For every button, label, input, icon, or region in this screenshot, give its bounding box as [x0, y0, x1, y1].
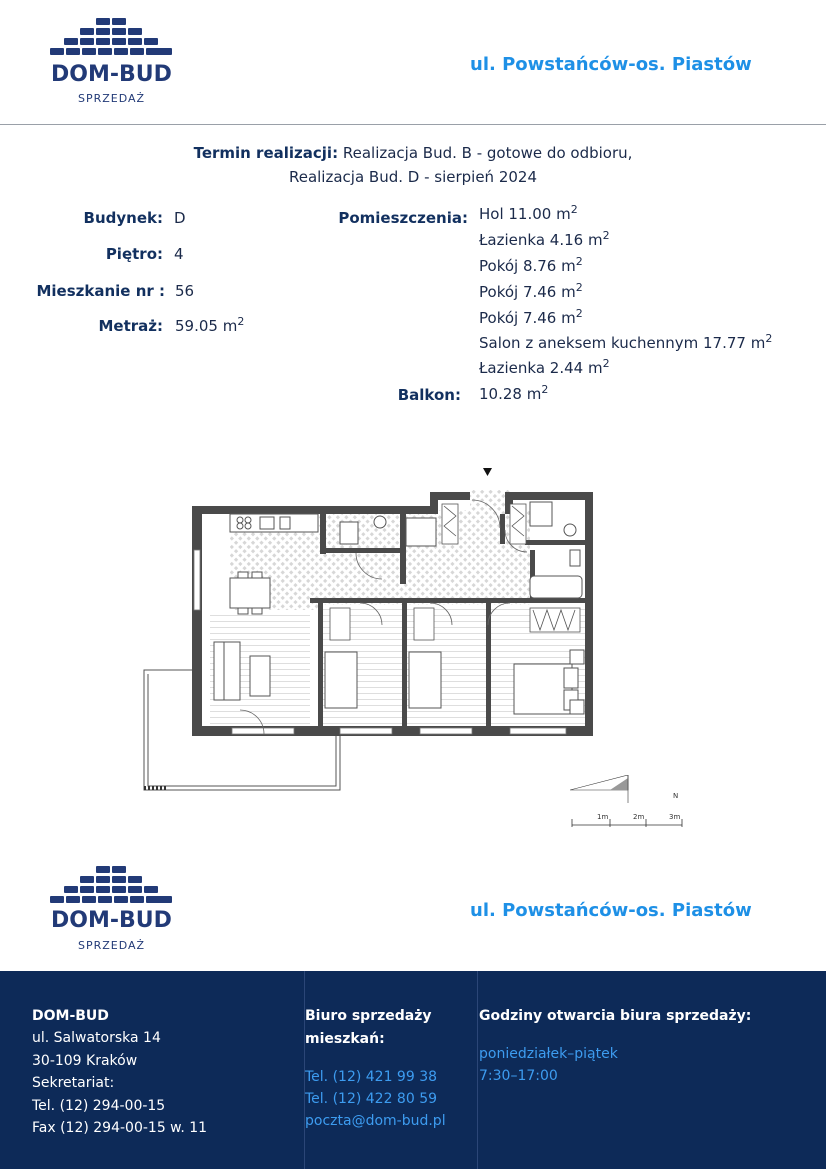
room-item: Salon z aneksem kuchennym 17.77 $m^2$	[479, 332, 773, 352]
scale-bar	[570, 775, 690, 830]
brand-subtitle: SPRZEDAŻ	[78, 92, 146, 105]
footer-street: ul. Salwatorska 14	[32, 1030, 161, 1046]
office-heading: Biuro sprzedaży	[305, 1008, 432, 1024]
footer-secretariat: Sekretariat:	[32, 1075, 115, 1091]
apartment-value: 56	[175, 282, 195, 300]
room-item: Łazienka 4.16 $m^2$	[479, 229, 610, 249]
project-address: ul. Powstańców-os. Piastów	[470, 54, 752, 75]
entrance-arrow-icon	[483, 468, 492, 476]
building-value: D	[174, 209, 186, 227]
office-phone-link[interactable]: Tel. (12) 421 99 38	[305, 1069, 438, 1085]
office-heading-2: mieszkań:	[305, 1031, 385, 1047]
room-item: Pokój 8.76 $m^2$	[479, 255, 583, 275]
brand-name: DOM-BUD	[51, 62, 172, 87]
room-item: Łazienka 2.44 $m^2$	[479, 357, 610, 377]
header-divider	[0, 124, 826, 125]
footer-company: DOM-BUD	[32, 1008, 109, 1024]
building-label: Budynek:	[83, 209, 163, 227]
office-email-link[interactable]: poczta@dom-bud.pl	[305, 1113, 446, 1129]
term-line-2	[0, 165, 826, 189]
area-value: 59.05 $m^2$	[175, 315, 245, 335]
rooms-label: Pomieszczenia:	[338, 209, 468, 227]
hours-time: 7:30–17:00	[479, 1068, 558, 1084]
term-value-1: Realizacja Bud. B - gotowe do odbioru,	[342, 144, 633, 162]
north-label: N	[673, 792, 679, 800]
scale-2m: 2m	[633, 813, 645, 821]
footer	[0, 971, 826, 1169]
room-item: Pokój 7.46 $m^2$	[479, 281, 583, 301]
footer-divider	[477, 971, 478, 1169]
brand-name: DOM-BUD	[51, 908, 172, 933]
logo-bricks-icon	[50, 866, 172, 914]
scale-1m: 1m	[597, 813, 609, 821]
logo-bricks-icon	[50, 18, 172, 66]
footer-fax: Fax (12) 294-00-15 w. 11	[32, 1120, 208, 1136]
balcony-label: Balkon:	[397, 386, 461, 404]
floor-label: Piętro:	[105, 245, 163, 263]
footer-tel: Tel. (12) 294-00-15	[32, 1098, 166, 1114]
hours-days: poniedziałek–piątek	[479, 1046, 618, 1062]
floor-value: 4	[174, 245, 184, 263]
term-value-2: Realizacja Bud. D - sierpień 2024	[288, 168, 538, 186]
footer-city: 30-109 Kraków	[32, 1053, 138, 1069]
brand-subtitle: SPRZEDAŻ	[78, 939, 146, 952]
term-line-1	[0, 141, 826, 165]
apartment-label: Mieszkanie nr :	[36, 282, 165, 300]
floor-plan	[130, 460, 610, 800]
office-phone-link[interactable]: Tel. (12) 422 80 59	[305, 1091, 438, 1107]
hours-heading: Godziny otwarcia biura sprzedaży:	[479, 1008, 752, 1024]
scale-3m: 3m	[669, 813, 681, 821]
balcony-value: 10.28 $m^2$	[479, 383, 549, 403]
room-item: Pokój 7.46 $m^2$	[479, 307, 583, 327]
term-label: Termin realizacji:	[193, 144, 339, 162]
project-address: ul. Powstańców-os. Piastów	[470, 900, 752, 921]
area-label: Metraż:	[98, 317, 163, 335]
room-item: Hol 11.00 $m^2$	[479, 203, 578, 223]
